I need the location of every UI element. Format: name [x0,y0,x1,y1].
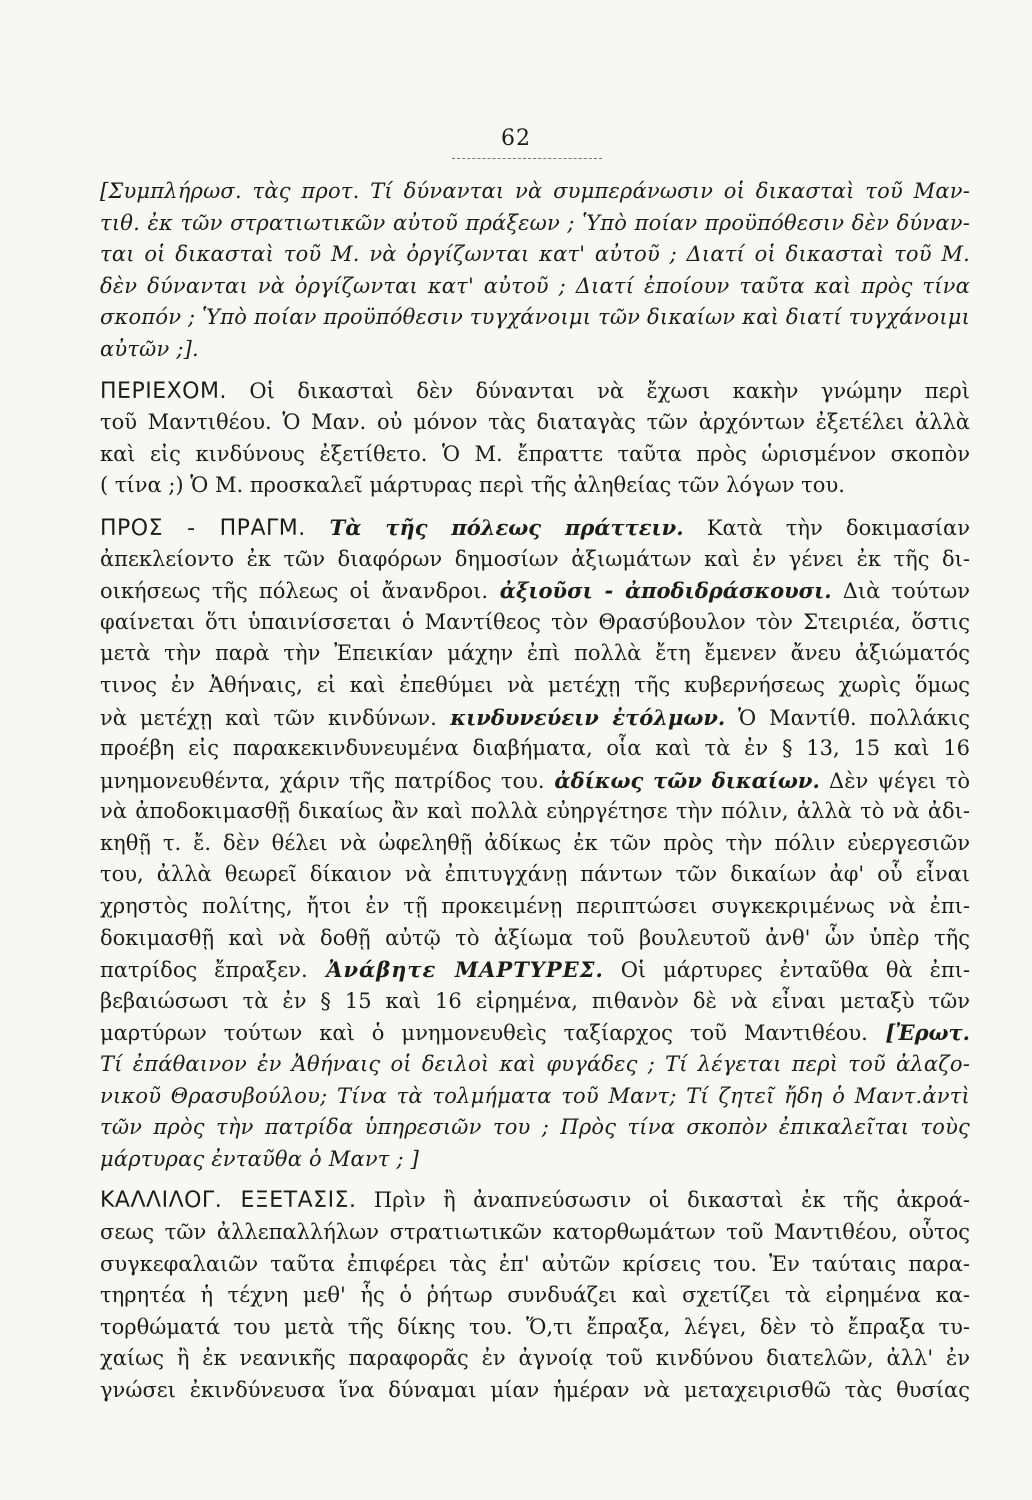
text-segment: ται οἱ δικασταὶ τοῦ Μ. νὰ ὀργίζωνται κατ' αὐτοῦ ; Διατί οἱ δικασταὶ τοῦ Μ. [100,242,970,267]
text-segment: νικοῦ Θρασυβούλου; Τίνα τὰ τολμήματα τοῦ Μαντ; Τί ζητεῖ ἤδη ὁ Μαντ.ἀντὶ [100,1083,970,1108]
text-line [100,702,970,734]
text-segment: γνώσει ἐκινδύνευσα ἵνα δύναμαι μίαν ἡμέραν νὰ μεταχειρισθῶ τὰς θυσίας [100,1377,970,1402]
text-segment: ἀπεκλείοντο ἐκ τῶν διαφόρων δημοσίων ἀξιωμάτων καὶ ἐν γένει ἐκ τῆς δι- [100,546,970,571]
header-rule [452,158,602,159]
text-segment: Ὁ Μαντίθ. πολλάκις [725,705,971,730]
text-line [100,1017,970,1049]
page-number: 62 [501,126,531,151]
text-segment: βεβαιώσωσι τὰ ἐν § 15 καὶ 16 εἰρημένα, πιθανὸν δὲ νὰ εἶναι μεταξὺ τῶν [100,988,970,1013]
text-segment: νὰ μετέχῃ καὶ τῶν κινδύνων. [100,705,437,730]
text-segment: νὰ ἀποδοκιμασθῇ δικαίως ἂν καὶ πολλὰ εὐηργέτησε τὴν πόλιν, ἀλλὰ τὸ νὰ ἀδι- [100,799,970,824]
text-segment: ( τίνα ;) Ὁ Μ. προσκαλεῖ μάρτυρας περὶ τῆς ἀληθείας τῶν λόγων του. [100,473,845,498]
text-line [100,407,970,439]
text-line [100,1112,970,1144]
text-line [100,239,970,271]
text-segment: μάρτυρας ἐνταῦθα ὁ Μαντ ; ] [100,1146,420,1171]
text-segment: πατρίδος ἔπραξεν. [100,958,308,983]
text-line [100,1217,970,1249]
text-segment: μαρτύρων τούτων καὶ ὁ μνημονευθεὶς ταξίαρχος τοῦ Μαντιθέου. [100,1021,868,1046]
text-line [100,208,970,240]
text-segment: Τί ἐπάθαινον ἐν Ἀθήναις οἱ δειλοὶ καὶ φυγάδες ; Τί λέγεται περὶ τοῦ ἀλαζο- [100,1052,970,1077]
text-line [100,670,970,702]
text-line [100,923,970,955]
text-line [100,765,970,797]
text-segment: αὐτῶν ;]. [100,336,199,361]
text-segment: [Συμπλήρωσ. τὰς προτ. Τί δύνανται νὰ συμπεράνωσιν οἱ δικασταὶ τοῦ Μαν- [100,179,970,203]
paragraph-gap [100,1175,970,1185]
text-line [100,796,970,828]
text-segment: προέβη εἰς παρακεκινδυνευμένα διαβήματα, οἷα καὶ τὰ ἐν § 13, 15 καὶ 16 [100,736,970,761]
text-line [100,891,970,923]
text-segment: τῶν πρὸς τὴν πατρίδα ὑπηρεσιῶν του ; Πρὸς τίνα σκοπὸν ἐπικαλεῖται τοὺς [100,1115,970,1140]
text-line [100,1280,970,1312]
text-segment: σεως τῶν ἀλλεπαλλήλων στρατιωτικῶν κατορθωμάτων τοῦ Μαντιθέου, οὗτος [100,1220,970,1244]
text-line [100,733,970,765]
text-segment: Τὰ τῆς πόλεως πράττειν. [305,514,684,540]
text-line [100,1081,970,1113]
text-line [100,986,970,1018]
text-line [100,271,970,303]
text-segment: τηρητέα ἡ τέχνη μεθ' ἧς ὁ ῥήτωρ συνδυάζει καὶ σχετίζει τὰ εἰρημένα κα- [100,1283,970,1308]
text-segment: τοῦ Μαντιθέου. Ὁ Μαν. οὐ μόνον τὰς διαταγὰς τῶν ἀρχόντων ἐξετέλει ἀλλὰ [100,410,970,435]
paragraph-gap [100,502,970,512]
text-segment: Πρὶν ἢ ἀναπνεύσωσιν οἱ δικασταὶ ἐκ τῆς ἀκροά- [356,1188,970,1213]
text-line [100,512,970,544]
text-line [100,302,970,334]
text-line [100,439,970,471]
text-line [100,376,970,408]
section-heading: ΚΑΛΛΙΛΟΓ. ΕΞΕΤΑΣΙΣ. [100,1188,357,1214]
text-line [100,1185,970,1217]
text-line [100,470,970,502]
text-line [100,1343,970,1375]
text-line [100,1249,970,1281]
text-segment: Διὰ τούτων [831,579,971,604]
text-segment: συγκεφαλαιῶν ταῦτα ἐπιφέρει τὰς ἐπ' αὐτῶν κρίσεις του. Ἐν ταύταις παρα- [100,1251,970,1276]
text-line [100,638,970,670]
paragraph-gap [100,366,970,376]
text-segment: Οἱ μάρτυρες ἐνταῦθα θὰ ἐπι- [603,958,970,983]
text-segment: Δὲν ψέγει τὸ [819,768,970,793]
section-heading: ΠΡΟΣ - ΠΡΑΓΜ. [100,515,306,541]
text-segment: ἀξιοῦσι - ἀποδιδράσκουσι. [488,578,832,604]
text-body [100,176,970,1407]
text-line [100,1049,970,1081]
text-segment: τιθ. ἐκ τῶν στρατιωτικῶν αὐτοῦ πράξεων ; Ὑπὸ ποίαν προϋπόθεσιν δὲν δύναν- [100,210,970,235]
text-line [100,176,970,208]
text-line [100,1312,970,1344]
text-line [100,954,970,986]
text-segment: Ἀνάβητε ΜΑΡΤΥΡΕΣ. [307,957,604,983]
text-line [100,544,970,576]
text-segment: [Ἐρωτ. [867,1020,970,1046]
text-segment: κινδυνεύειν ἐτόλμων. [436,704,726,730]
text-segment: οικήσεως τῆς πόλεως οἱ ἄνανδροι. [100,579,489,604]
text-segment: τινος ἐν Ἀθήναις, εἰ καὶ ἐπεθύμει νὰ μετέχῃ τῆς κυβερνήσεως χωρὶς ὅμως [100,672,970,697]
text-segment: δοκιμασθῇ καὶ νὰ δοθῇ αὐτῷ τὸ ἀξίωμα τοῦ βουλευτοῦ ἀνθ' ὧν ὑπὲρ τῆς [100,925,970,950]
text-segment: σκοπόν ; Ὑπὸ ποίαν προϋπόθεσιν τυγχάνοιμι τῶν δικαίων καὶ διατί τυγχάνοιμι [100,305,971,330]
text-line [100,575,970,607]
text-line [100,1144,970,1176]
text-segment: φαίνεται ὅτι ὑπαινίσσεται ὁ Μαντίθεος τὸν Θρασύβουλον τὸν Στειριέα, ὅστις [100,609,970,634]
text-segment: του, ἀλλὰ θεωρεῖ δίκαιον νὰ ἐπιτυγχάνῃ πάντων τῶν δικαίων ἀφ' οὗ εἶναι [100,862,970,887]
section-heading: ΠΕΡΙΕΧΟΜ. [100,378,227,404]
text-segment: μνημονευθέντα, χάριν τῆς πατρίδος του. [100,768,545,793]
text-line [100,828,970,860]
text-segment: καὶ εἰς κινδύνους ἐξετίθετο. Ὁ Μ. ἔπραττε ταῦτα πρὸς ὡρισμένον σκοπὸν [100,441,970,466]
text-segment: Κατὰ τὴν δοκιμασίαν [683,515,970,540]
text-segment: μετὰ τὴν παρὰ τὴν Ἐπεικίαν μάχην ἐπὶ πολλὰ ἔτη ἔμενεν ἄνευ ἀξιώματός [100,641,970,666]
text-segment: κηθῇ τ. ἔ. δὲν θέλει νὰ ὠφεληθῇ ἀδίκως ἐκ τῶν πρὸς τὴν πόλιν εὐεργεσιῶν [100,830,970,855]
text-line [100,607,970,639]
text-segment: δὲν δύνανται νὰ ὀργίζωνται κατ' αὐτοῦ ; Διατί ἐποίουν ταῦτα καὶ πρὸς τίνα [100,273,970,298]
text-segment: χρηστὸς πολίτης, ἤτοι ἐν τῇ προκειμένῃ περιπτώσει συγκεκριμένως νὰ ἐπι- [100,894,970,919]
text-line [100,859,970,891]
text-segment: χαίως ἢ ἐκ νεανικῆς παραφορᾶς ἐν ἀγνοίᾳ τοῦ κινδύνου διατελῶν, ἀλλ' ἐν [100,1346,970,1371]
text-line [100,1375,970,1407]
text-line [100,334,970,366]
text-segment: Οἱ δικασταὶ δὲν δύνανται νὰ ἔχωσι κακὴν γνώμην περὶ [226,378,970,403]
text-segment: ἀδίκως τῶν δικαίων. [544,767,820,793]
text-segment: τορθώματά του μετὰ τῆς δίκης του. Ὅ,τι ἔπραξα, λέγει, δὲν τὸ ἔπραξα τυ- [100,1314,970,1339]
